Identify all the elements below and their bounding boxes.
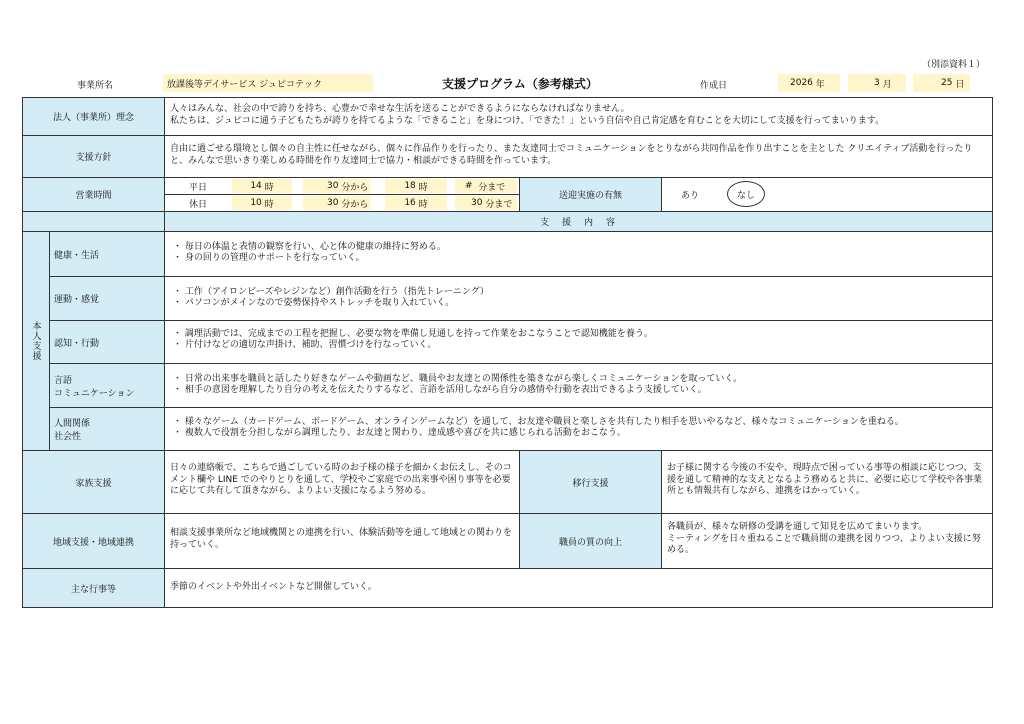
hours-divider bbox=[164, 194, 520, 195]
staff-quality-label: 職員の質の向上 bbox=[519, 513, 662, 569]
holiday-end-min: 30 分まで bbox=[455, 196, 517, 210]
weekday-start-min: 30 分から bbox=[303, 179, 371, 193]
events-label: 主な行事等 bbox=[22, 568, 165, 608]
date-year-field bbox=[778, 74, 840, 92]
office-name-value: 放課後等デイサービス ジュピコテック bbox=[163, 74, 373, 92]
weekday-start-hour: 14 時 bbox=[232, 179, 292, 193]
personal-row-name: 運動・感覚 bbox=[49, 276, 165, 321]
personal-row-content: ・ 工作（アイロンビーズやレジンなど）創作活動を行う（指先トレーニング） ・ パソコンがメインなので姿勢保持やストレッチを取り入れていく。 bbox=[164, 276, 993, 321]
year-unit: 年 bbox=[815, 79, 825, 90]
personal-row-name: 健康・生活 bbox=[49, 231, 165, 277]
community-support-label: 地域支援・地域連携 bbox=[22, 513, 165, 569]
support-content-header: 支 援 内 容 bbox=[164, 211, 993, 232]
transport-options-box bbox=[661, 177, 993, 212]
holiday-start-hour: 10 時 bbox=[232, 196, 292, 210]
month-unit: 月 bbox=[882, 79, 892, 90]
page-title: 支援プログラム（参考様式） bbox=[442, 77, 598, 91]
personal-row-content: ・ 様々なゲーム（カードゲーム、ボードゲーム、オンラインゲームなど）を通して、お友達や職員と楽しさを共有したり相手を思いやるなど、様々なコミュニケーションを重ねる。 ・ 複数人で役割を分担しながら調理したり、お友達と関わり、達成感や喜びを共に感じられる活動をおこなう。 bbox=[164, 407, 993, 451]
personal-row-name: 人間関係 社会性 bbox=[49, 407, 165, 451]
weekday-label: 平日 bbox=[188, 182, 207, 193]
day-unit: 日 bbox=[955, 79, 965, 90]
attachment-note: （別添資料１） bbox=[921, 60, 985, 70]
family-support-text: 日々の連絡帳で、こちらで過ごしている時のお子様の様子を細かくお伝えし、そのコメント欄や LINE でのやりとりを通して、学校やご家庭での出来事や困り事等を必要に応じて共有して頂きながら、よりよい支援になるよう努める。 bbox=[164, 450, 520, 514]
philosophy-label: 法人（事業所）理念 bbox=[22, 97, 165, 136]
personal-row-content: ・ 調理活動では、完成までの工程を把握し、必要な物を準備し見通しを持って作業をおこなうことで認知機能を養う。 ・ 片付けなどの適切な声掛け、補助、習慣づけを行なっていく。 bbox=[164, 320, 993, 364]
personal-row-content: ・ 日常の出来事を職員と話したり好きなゲームや動画など、職員やお友達との関係性を築きながら楽しくコミュニケーションを取っていく。 ・ 相手の意図を理解したり自分の考えを伝えたりするなど、言語を活用しながら自分の感情や行動を表出できるよう支援していく。 bbox=[164, 363, 993, 408]
policy-text: 自由に過ごせる環境とし個々の自主性に任せながら、個々に作品作りを行ったり、また友達同士でコミュニケーションをとりながら共同作品を作り出すことを主とした クリエイティブ活動を行ったりと、みんなで思いきり楽しめる時間を作り友達同士で協力・相談ができる時間を作っています。 bbox=[164, 135, 993, 178]
community-support-text: 相談支援事業所など地域機関との連携を行い、体験活動等を通して地域との関わりを持っていく。 bbox=[164, 513, 520, 569]
personal-row-name: 認知・行動 bbox=[49, 320, 165, 364]
holiday-start-min: 30 分から bbox=[303, 196, 371, 210]
personal-support-label: 本人支援 bbox=[22, 231, 50, 451]
transport-yes: あり bbox=[681, 191, 700, 201]
holiday-label: 休日 bbox=[188, 199, 207, 210]
philosophy-text: 人々はみんな、社会の中で誇りを持ち、心豊かで幸せな生活を送ることができるようにならなければなりません。 私たちは、ジュピコに通う子どもたちが誇りを持てるような「できること」を身につけ、「できた！」という自信や自己肯定感を育むことを大切にして支援を行ってまいります。 bbox=[164, 97, 993, 136]
date-day: 25 bbox=[941, 78, 953, 88]
weekday-end-min: # 分まで bbox=[455, 179, 517, 193]
support-header-left bbox=[22, 211, 165, 232]
events-text: 季節のイベントや外出イベントなど開催していく。 bbox=[164, 568, 993, 608]
hours-label: 営業時間 bbox=[22, 177, 165, 212]
personal-row-name: 言語 コミュニケーション bbox=[49, 363, 165, 408]
transition-support-text: お子様に関する今後の不安や、現時点で困っている事等の相談に応じつつ、支援を通して精神的な支えとなるよう務めると共に、必要に応じて学校や各事業所とも情報共有しながら、連携をはかっていく。 bbox=[661, 450, 993, 514]
transition-support-label: 移行支援 bbox=[519, 450, 662, 514]
staff-quality-text: 各職員が、様々な研修の受講を通して知見を広めてまいります。 ミーティングを日々重ねることで職員間の連携を図りつつ、よりよい支援に努める。 bbox=[661, 513, 993, 569]
weekday-end-hour: 18 時 bbox=[385, 179, 447, 193]
family-support-label: 家族支援 bbox=[22, 450, 165, 514]
transport-no-circled: なし bbox=[727, 181, 765, 207]
date-day-field bbox=[913, 74, 970, 92]
transport-label: 送迎実施の有無 bbox=[519, 177, 662, 212]
policy-label: 支援方針 bbox=[22, 135, 165, 178]
date-year: 2026 bbox=[790, 78, 813, 88]
personal-row-content: ・ 毎日の体温と表情の観察を行い、心と体の健康の維持に努める。 ・ 身の回りの管理のサポートを行なっていく。 bbox=[164, 231, 993, 277]
holiday-end-hour: 16 時 bbox=[385, 196, 447, 210]
date-month-field bbox=[848, 74, 906, 92]
office-name-label: 事業所名 bbox=[76, 81, 113, 91]
date-label: 作成日 bbox=[700, 81, 728, 91]
date-month: 3 bbox=[874, 78, 880, 88]
